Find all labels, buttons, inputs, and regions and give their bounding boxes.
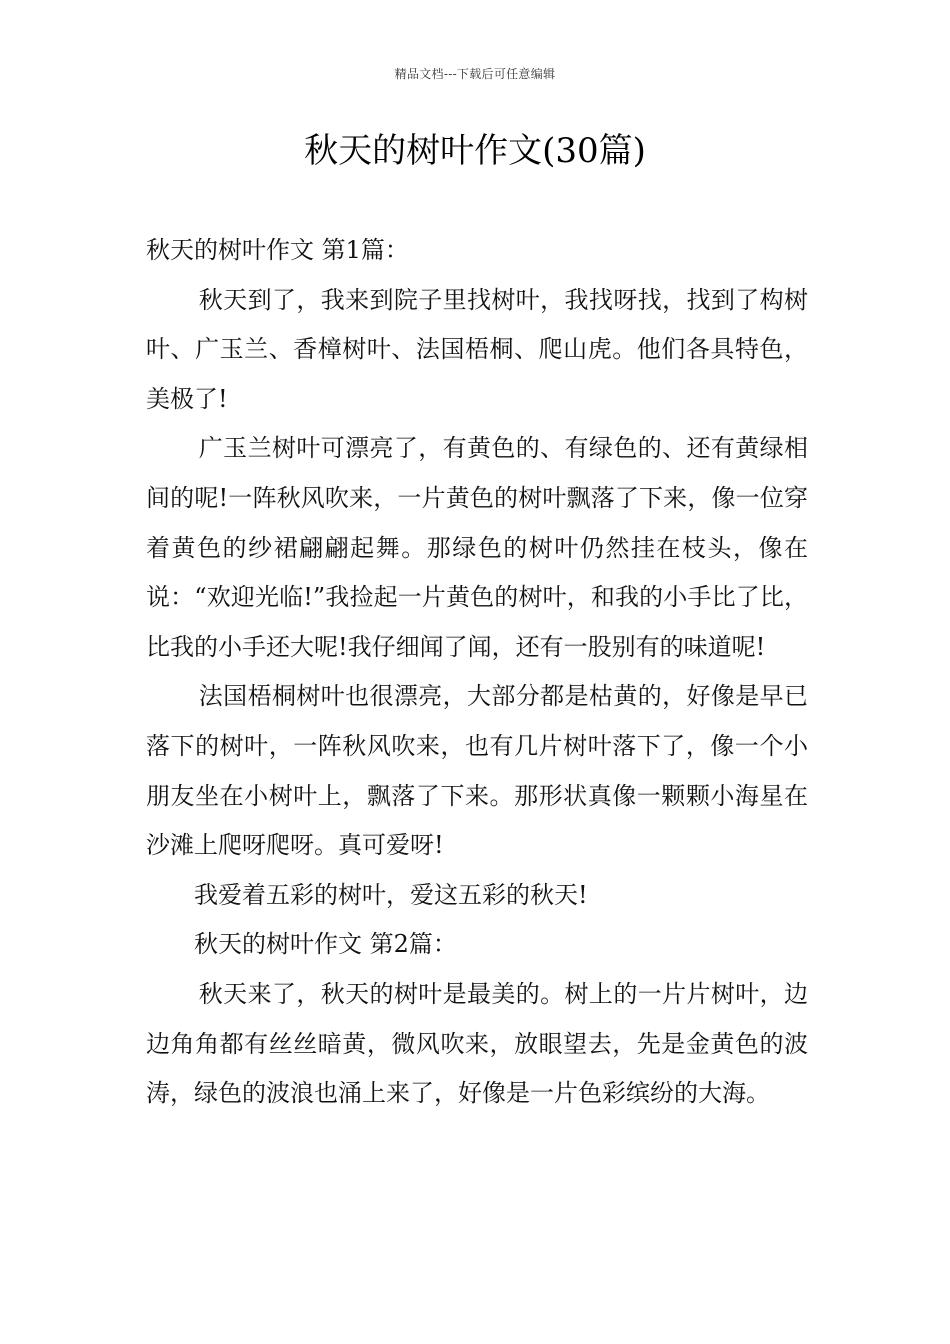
section-2-heading: 秋天的树叶作文 第2篇： [194, 930, 457, 959]
section-1-heading: 秋天的树叶作文 第1篇： [146, 236, 409, 264]
paragraph: 我爱着五彩的树叶，爱这五彩的秋天! [194, 880, 588, 909]
paragraph: 秋天来了，秋天的树叶是最美的。树上的一片片树叶，边边角角都有丝丝暗黄，微风吹来，放眼望去，先是金黄色的波涛，绿色的波浪也涌上来了，好像是一片色彩缤纷的大海。 [146, 979, 808, 1108]
download-watermark: 精品文档---下载后可任意编辑 [394, 67, 556, 81]
document-title: 秋天的树叶作文(30篇) [304, 131, 646, 171]
paragraph: 法国梧桐树叶也很漂亮，大部分都是枯黄的，好像是早已落下的树叶，一阵秋风吹来，也有几片树叶落下了，像一个小朋友坐在小树叶上，飘落了下来。那形状真像一颗颗小海星在沙滩上爬呀爬呀。真可爱呀! [146, 682, 808, 860]
paragraph: 广玉兰树叶可漂亮了，有黄色的、有绿色的、还有黄绿相间的呢!一阵秋风吹来，一片黄色的树叶飘落了下来，像一位穿着黄色的纱裙翩翩起舞。那绿色的树叶仍然挂在枝头，像在说：“欢迎光临!”我捡起一片黄色的树叶，和我的小手比了比，比我的小手还大呢!我仔细闻了闻，还有一股别有的味道呢! [146, 434, 808, 661]
document-body [146, 226, 808, 1119]
paragraph: 秋天到了，我来到院子里找树叶，我找呀找，找到了构树叶、广玉兰、香樟树叶、法国梧桐、爬山虎。他们各具特色，美极了! [146, 285, 808, 413]
